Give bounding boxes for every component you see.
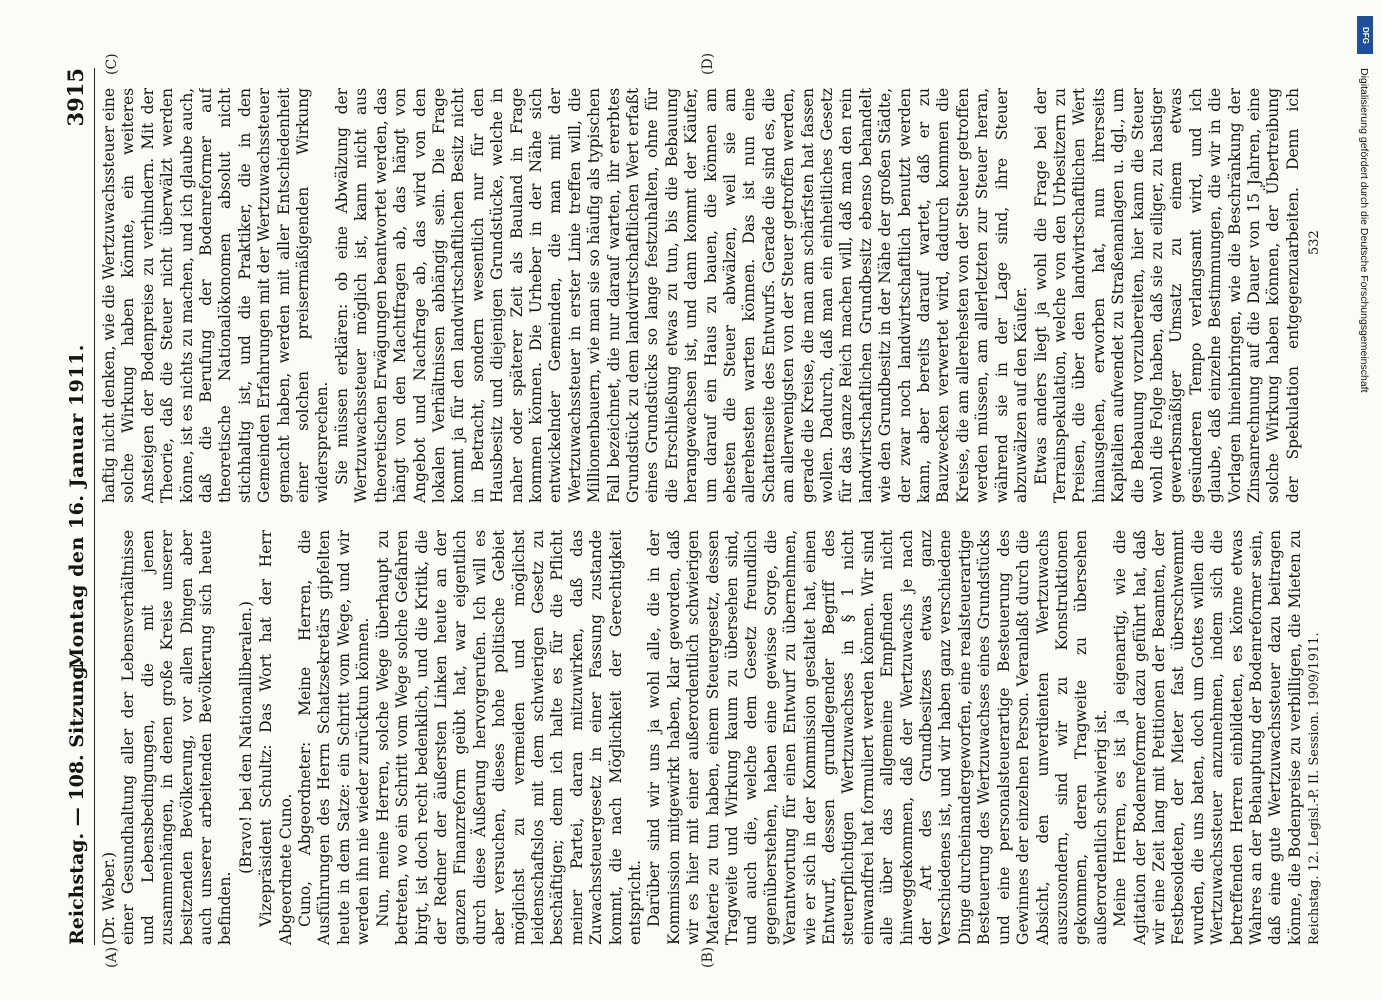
paragraph: Nun, meine Herren, solche Wege überhaupt zu betreten, wo ein Schritt vom Wege solche Gefahren birgt, ist doch recht bedenklich, und die Kritik, die der Redner der äußersten Linken heute an der ganzen Finanzreform geübt hat, war eigentlich durch diese Äußerung hervorgerufen. Ich will es aber versuchen, dieses hohe politische Gebiet möglichst zu vermeiden und möglichst leidenschaftslos mit dem schwierigen Gesetz zu beschäftigen; denn ich halte es für die Pflicht meiner Partei, daran mitzuwirken, daß das Zuwachssteuergesetz in einer Fassung zustande kommt, die nach Möglichkeit der Gerechtigkeit entspricht. [373,530,644,945]
credit-text: Digitalisierung gefördert durch die Deutsche Forschungsgemeinschaft [1358,68,1370,393]
paragraph: einer Gesundhaltung aller der Lebensverhältnisse und Lebensbedingungen, die mit jenen zusammenhängen, in denen große Kreise unserer besitzenden Bevölkerung, vor allen Dingen aber auch unserer arbeitenden Bevölkerung sich heute befinden. [119,530,235,945]
footer-signature: 532 [1307,230,1322,255]
digitization-credit [1355,8,1377,988]
margin-marker-b: (B) [700,946,716,968]
dfg-logo-icon: DFG [1357,16,1373,54]
paragraph: Cuno, Abgeordneter: Meine Herren, die Ausführungen des Herrn Schatzsekretärs gipfelten heute in dem Satze: ein Schritt vom Wege, und wir werden ihn nie wieder zurücktun können. [296,530,373,945]
header-date: Montag den 16. Januar 1911. [66,344,88,669]
paragraph: Sie müssen erklären: ob eine Abwälzung der Wertzuwachssteuer möglich ist, kann nicht aus theoretischen Erwägungen beantwortet werden, das hängt von den Machtfragen ab, das hängt von Angebot und Nachfrage ab, das wird von den lokalen Verhältnissen abhängig sein. Die Frage kommt ja für den landwirtschaftlichen Besitz nicht in Betracht, sondern wesentlich nur für den Hausbesitz und diejenigen Grundstücke, welche in naher oder späterer Zeit als Bauland in Frage kommen können. Die Urheber in der Nähe sich entwickelnder Gemeinden, die man mit der Wertzuwachssteuer in erster Linie treffen will, die Millionenbauern, wie man sie so häufig als typischen Fall bezeichnet, die nur darauf warten, ihr ererbtes Grundstück zu dem landwirtschaftlichen Wert erfaßt eines Grundstücks so lange festzuhalten, ohne für die Erschließung etwas zu tun, bis die Bebauung herangewachsen ist, und dann kommt der Käufer, um darauf ein Haus zu bauen, die können am ehesten die Steuer abwälzen, weil sie am allerehesten warten können. Das ist nun eine Schattenseite des Entwurfs. Gerade die sind es, die am allerwenigsten von der Steuer getroffen werden, gerade die Kreise, die man am schärfsten hat fassen wollen. Dadurch, daß man ein einheitliches Gesetz für das ganze Reich machen will, daß man den rein landwirtschaftlichen Grundbesitz ebenso behandelt wie den Grundbesitz in der Nähe der großen Städte, der zwar noch landwirtschaftlich benutzt werden kann, aber bereits darauf wartet, daß er zu Bauzwecken verwertet wird, dadurch kommen die Kreise, die am allerehesten von der Steuer getroffen werden müssen, am allerletzten zur Steuer heran, während sie in der Lage sind, ihre Steuer abzuwälzen auf den Käufer. [332,88,1031,503]
page-number: 3915 [63,68,88,127]
paragraph: Meine Herren, es ist ja eigenartig, wie die Agitation der Bodenreformer dazu geführt hat, daß wir eine Zeit lang mit Petitionen der Beamten, der Festbesoldeten, der Mieter fast überschwemmt wurden, die uns baten, doch um Gottes willen die Wertzuwachssteuer anzunehmen, indem sich die betreffenden Herren einbildeten, es könne etwas Wahres an der Behauptung der Bodenreformer sein, daß eine gute Wertzuwachssteuer dazu beitragen könne, die Bodenpreise zu verbilligen, die Mieten zu [1111,530,1304,945]
paragraph: Vizepräsident Schultz: Das Wort hat der Herr Abgeordnete Cuno. [257,530,295,945]
page-footer [1307,68,1327,945]
header-session: Reichstag. — 108. Sitzung. [66,659,88,945]
paragraph: haftig nicht denken, wie die Wertzuwachssteuer eine solche Wirkung haben könnte, ein weiteres Ansteigen der Bodenpreise zu verhindern. Mit der Theorie, daß die Steuer nicht überwälzt werden könne, ist es nichts zu machen, und ich glaube auch, daß die Berufung der Bodenreformer auf theoretische Nationalökonomen absolut nicht stichhaltig ist, und die Praktiker, die in den Gemeinden Erfahrungen mit der Wertzuwachssteuer gemacht haben, werden mit aller Entschiedenheit einer solchen preisermäßigenden Wirkung widersprechen. [100,88,332,503]
speaker-tag: (Dr. Weber.) [100,851,118,945]
paragraph: Darüber sind wir uns ja wohl alle, die in der Kommission mitgewirkt haben, klar geworden, daß wir es hier mit einer außerordentlich schwierigen Materie zu tun haben, einem Steuergesetz, dessen Tragweite und Wirkung kaum zu übersehen sind, und auch die, welche dem Gesetz freundlich gegenüberstehen, haben eine gewisse Sorge, die Verantwortung für einen Entwurf zu übernehmen, wie er sich in der Kommission gestaltet hat, einen Entwurf, dessen grundlegender Begriff des steuerpflichtigen Wertzuwachses in § 1 nicht einwandfrei hat formuliert werden können. Wir sind alle über das allgemeine Empfinden nicht hinweggekommen, daß der Wertzuwachs je nach der Art des Grundbesitzes etwas ganz Verschiedenes ist, und wir haben ganz verschiedene Dinge durcheinandergeworfen, eine realsteuerartige Besteuerung des Wertzuwachses eines Grundstücks und eine personalsteuerartige Besteuerung des Gewinnes der einzelnen Person. Veranlaßt durch die Absicht, den unverdienten Wertzuwachs auszusondern, sind wir zu Konstruktionen gekommen, deren Tragweite zu übersehen außerordentlich schwierig ist. [645,530,1110,945]
margin-marker-a: (A) [104,946,120,968]
margin-marker-d: (D) [700,52,716,75]
page-header [60,68,95,945]
left-column [100,530,1305,945]
paragraph: Etwas anders liegt ja wohl die Frage bei der Terrainspekulation, welche von den Urbesitzern zu Preisen, die über den landwirtschaftlichen Wert hinausgehen, erworben hat, nun ihrerseits Kapitalien aufwendet zu Straßenanlagen u. dgl., um die Bebauung vorzubereiten, hier kann die Steuer wohl die Folge haben, daß sie zu eiliger, zu hastiger gewerbsmäßiger Umsatz zu einem etwas gesünderen Tempo verlangsamt wird, und ich glaube, daß einzelne Bestimmungen, die wir in die Vorlagen hineinbringen, wie die Beschränkung der Zinsanrechnung auf die Dauer von 15 Jahren, eine solche Wirkung haben können, der Übertreibung der Spekulation entgegenzuarbeiten. Denn ich [1031,88,1302,503]
margin-marker-c: (C) [104,53,120,75]
applause-note: (Bravo! bei den Nationalliberalen.) [236,601,255,874]
right-column [100,88,1305,503]
footer-session: Reichstag. 12. Legisl.-P. II. Session. 1909/1911. [1307,632,1322,945]
